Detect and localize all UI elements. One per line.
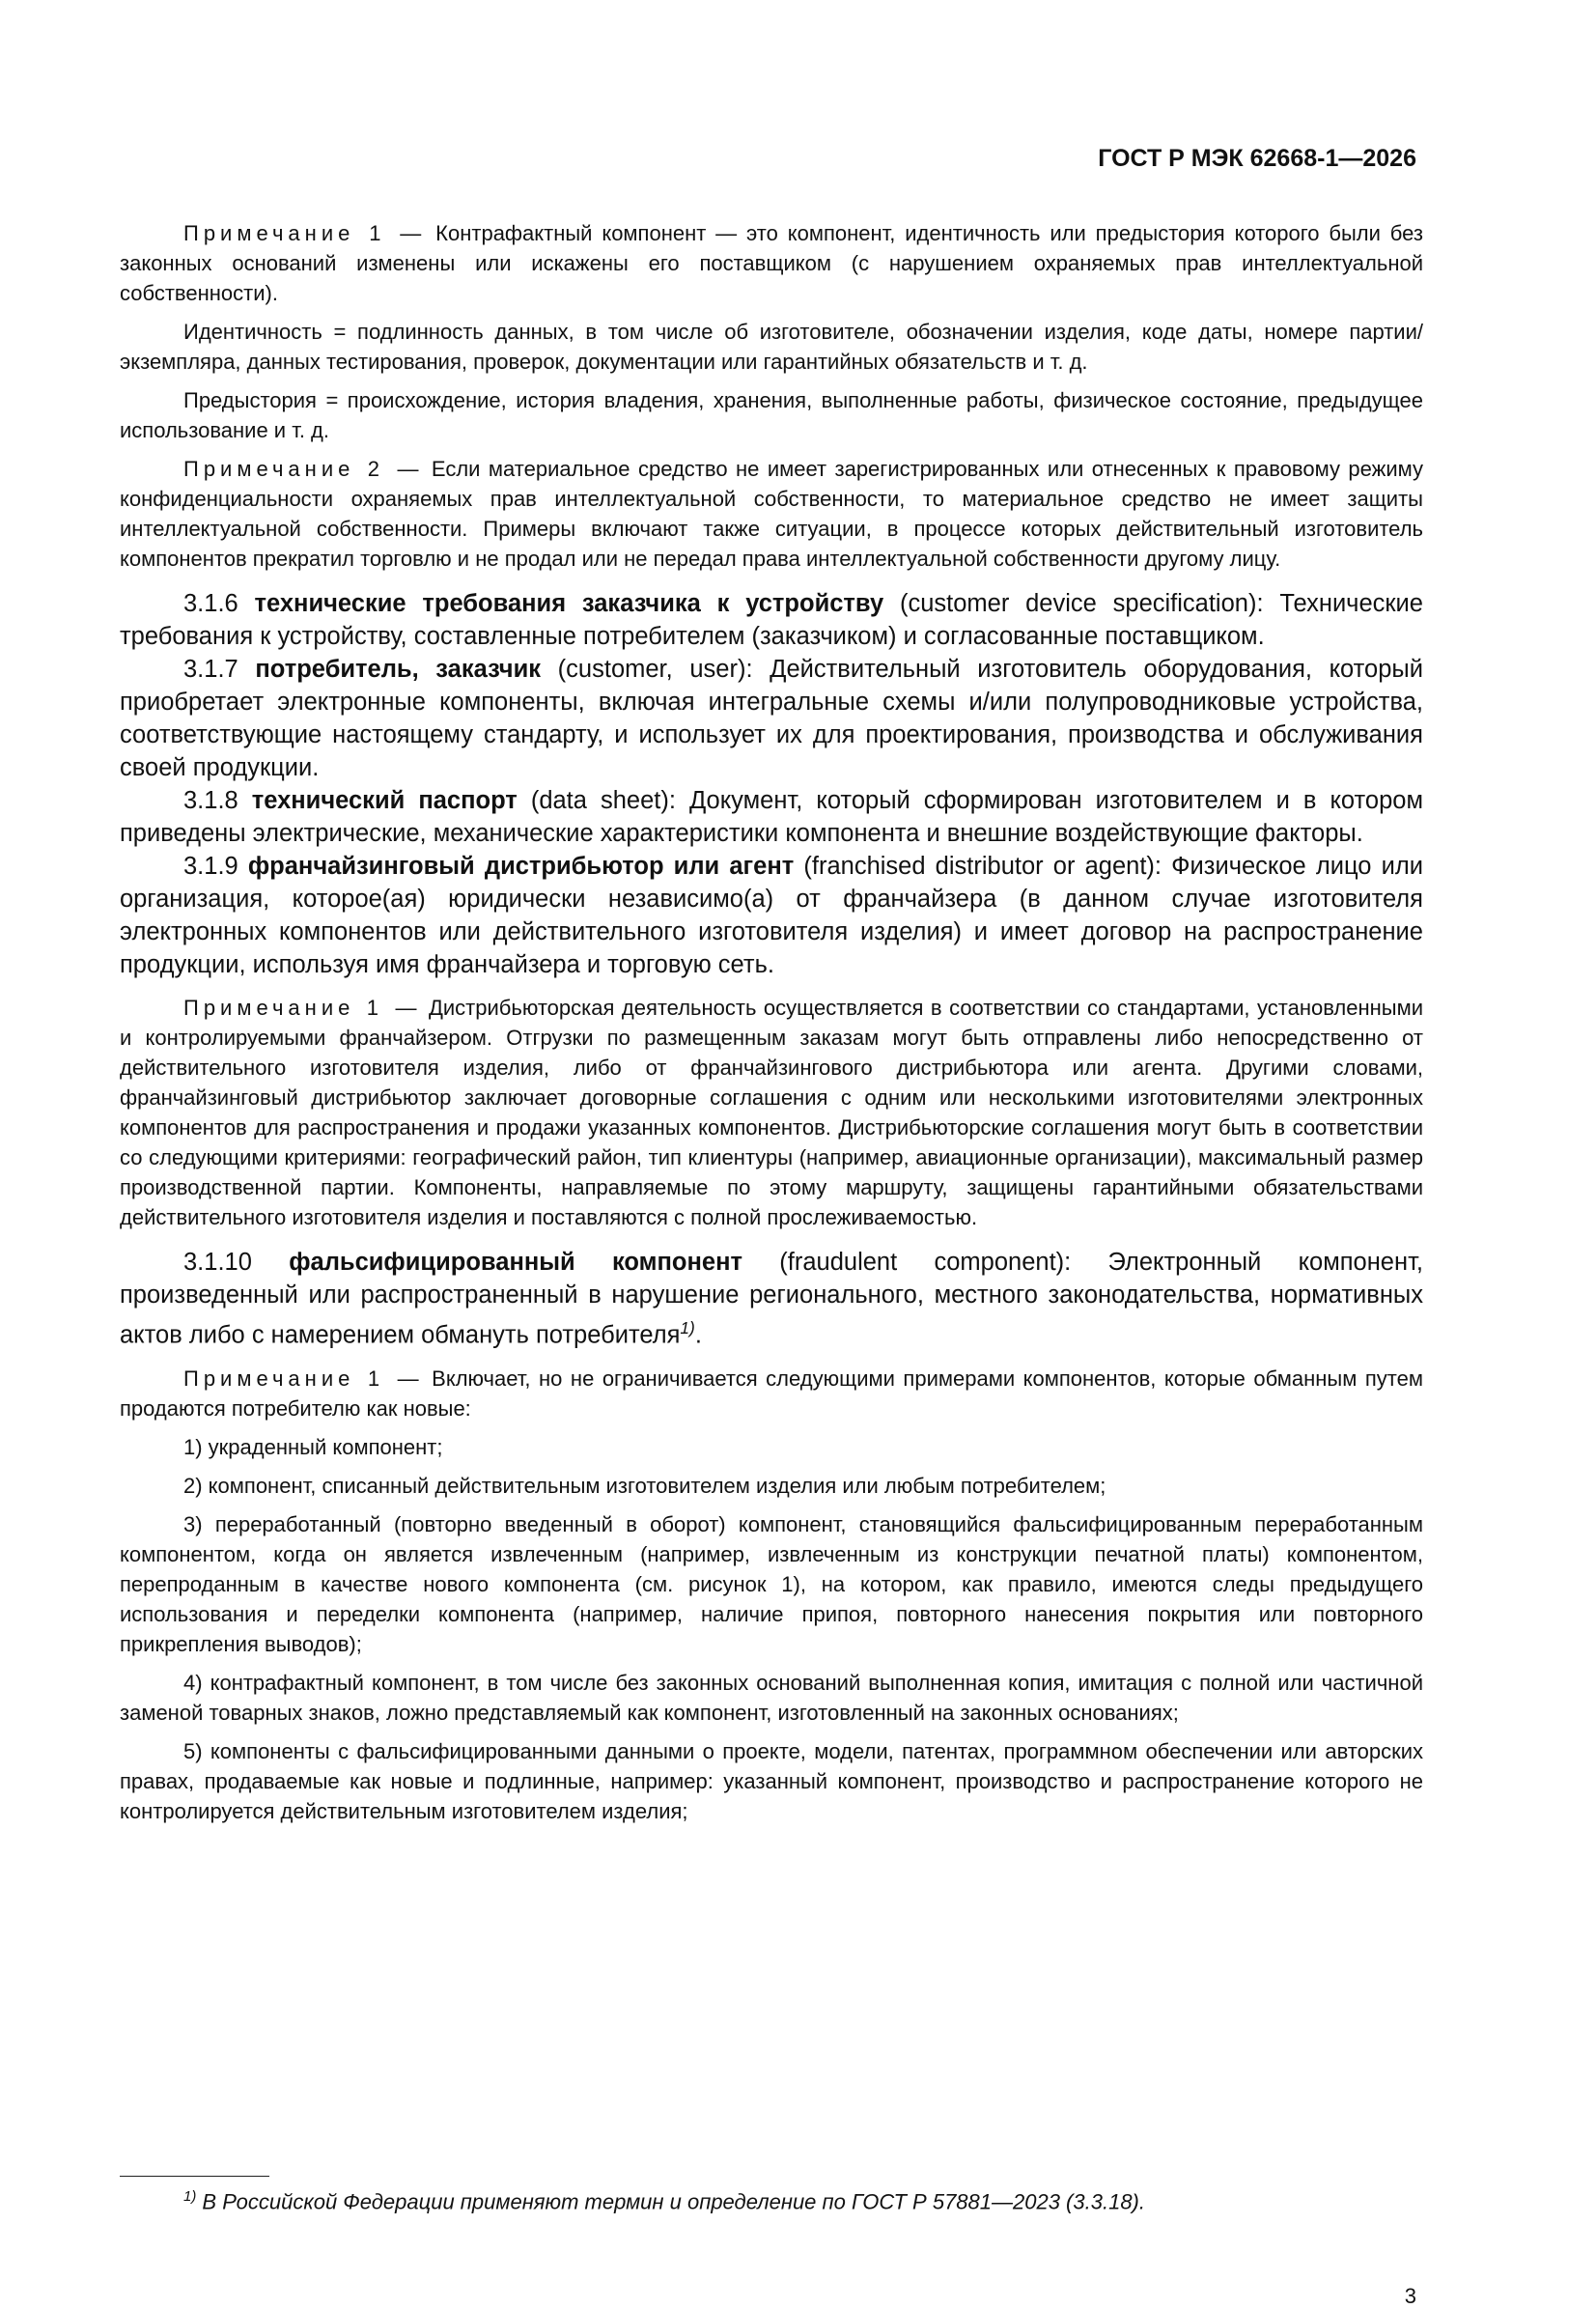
term-3-1-7	[120, 653, 1423, 784]
document-designation: ГОСТ Р МЭК 62668-1—2026	[1098, 145, 1416, 172]
note-text: Включает, но не ограничивается следующими примерами компонентов, которые обманным путем продаются потребителю как новые:	[120, 1366, 1423, 1421]
identity-definition: Идентичность = подлинность данных, в том числе об изготовителе, обозначении изделия, коде даты, номере партии/экземпляра, данных тестирования, проверок, документации или гарантийных обязательств и т. д.	[120, 320, 1423, 374]
footnote-text: В Российской Федерации применяют термин и определение по ГОСТ Р 57881—2023 (3.3.18).	[196, 2189, 1145, 2214]
term-definition: (customer, user): Действительный изготовитель оборудования, который приобретает электронные компоненты, включая интегральные схемы и/или полупроводниковые устройства, соответствующие настоящему стандарту, и использует их для проектирования, производства и обслуживания своей продукции.	[120, 656, 1423, 781]
term-title: технические требования заказчика к устройству	[254, 590, 884, 617]
list-item: 4) контрафактный компонент, в том числе без законных оснований выполненная копия, имитация с полной или частичной заменой товарных знаков, ложно представляемый как компонент, изготовленный на законных основаниях;	[120, 1670, 1423, 1725]
term-3-1-8	[120, 784, 1423, 850]
term-definition: (fraudulent component): Электронный компонент, произведенный или распространенный в нарушение регионального, местного законодательства, нормативных актов либо с намерением обмануть потребителя	[120, 1249, 1424, 1349]
list-item: 3) переработанный (повторно введенный в оборот) компонент, становящийся фальсифицированным переработанным компонентом, когда он является извлеченным (например, извлеченным из конструкции печатной платы) компонентом, перепроданным в качестве нового компонента (см. рисунок 1), на котором, как правило, имеются следы предыдущего использования и переделки компонента (например, наличие припоя, повторного нанесения покрытия или повторного прикрепления выводов);	[120, 1511, 1423, 1656]
term-title: фальсифицированный компонент	[289, 1249, 742, 1276]
term-number: 3.1.10	[183, 1249, 290, 1276]
footnote-ref[interactable]: 1)	[680, 1318, 695, 1338]
note-label: Примечание 2 —	[183, 457, 424, 481]
note-text: Дистрибьюторская деятельность осуществляется в соответствии со стандартами, установленными и контролируемыми франчайзером. Отгрузки по размещенным заказам могут быть отправлены либо непосредственно от действительного изготовителя изделия, либо от франчайзингового дистрибьютора или агента. Другими словами, франчайзинговый дистрибьютор заключает договорные соглашения с одним или несколькими изготовителями электронных компонентов для распространения и продажи указанных компонентов. Дистрибьюторские соглашения могут быть в соответствии со следующими критериями: географический район, тип клиентуры (например, авиационные организации), максимальный размер производственной партии. Компоненты, направляемые по этому маршруту, защищены гарантийными обязательствами действительного изготовителя изделия и поставляются с полной прослеживаемостью.	[120, 996, 1423, 1229]
history-definition: Предыстория = происхождение, история владения, хранения, выполненные работы, физическое состояние, предыдущее использование и т. д.	[120, 388, 1423, 442]
list-item: 1) украденный компонент;	[183, 1434, 443, 1459]
footnote-separator	[120, 2176, 269, 2177]
term-definition: (customer device specification): Технические требования к устройству, составленные потребителем (заказчиком) и согласованные поставщиком.	[120, 590, 1423, 650]
term-title: технический паспорт	[251, 787, 518, 814]
term-number: 3.1.6	[183, 590, 255, 617]
term-definition: (franchised distributor or agent): Физическое лицо или организация, которое(ая) юридически независимо(а) от франчайзера (в данном случае изготовителя электронных компонентов или действительного изготовителя изделия) и имеет договор на распространение продукции, используя имя франчайзера и торговую сеть.	[120, 853, 1423, 978]
note-counterfeit-component	[120, 218, 1423, 308]
note-label: Примечание 1 —	[183, 221, 427, 245]
term-3-1-9	[120, 850, 1423, 981]
note-text: Контрафактный компонент — это компонент, идентичность или предыстория которого были без законных оснований изменены или искажены его поставщиком (с нарушением охраняемых прав интеллектуальной собственности).	[120, 221, 1423, 305]
term-number: 3.1.8	[183, 787, 252, 814]
term-definition: (data sheet): Документ, который сформирован изготовителем и в котором приведены электрические, механические характеристики компонента и внешние воздействующие факторы.	[120, 787, 1423, 847]
note-intellectual-property	[120, 454, 1423, 574]
note-fraudulent-examples	[120, 1364, 1423, 1423]
list-item: 2) компонент, списанный действительным изготовителем изделия или любым потребителем;	[183, 1473, 1106, 1498]
term-number: 3.1.7	[183, 656, 256, 683]
note-label: Примечание 1 —	[183, 1366, 424, 1391]
note-distribution	[120, 993, 1423, 1232]
note-label: Примечание 1 —	[183, 996, 422, 1020]
footnote	[183, 2188, 1145, 2214]
page-number: 3	[1404, 2284, 1416, 2308]
term-title: франчайзинговый дистрибьютор или агент	[247, 853, 795, 880]
footnote-mark: 1)	[183, 2188, 197, 2205]
list-item: 5) компоненты с фальсифицированными данными о проекте, модели, патентах, программном обеспечении или авторских правах, продаваемые как новые и подлинные, например: указанный компонент, производство и распространение которого не контролируется действительным изготовителем изделия;	[120, 1738, 1423, 1823]
term-3-1-6	[120, 587, 1423, 653]
document-body	[120, 218, 1423, 1835]
note-text: Если материальное средство не имеет зарегистрированных или отнесенных к правовому режиму конфиденциальности охраняемых прав интеллектуальной собственности, то материальное средство не имеет защиты интеллектуальной собственности. Примеры включают также ситуации, в процессе которых действительный изготовитель компонентов прекратил торговлю и не продал или не передал права интеллектуальной собственности другому лицу.	[120, 457, 1423, 571]
term-3-1-10	[120, 1246, 1423, 1352]
term-title: потребитель, заказчик	[255, 656, 542, 683]
term-number: 3.1.9	[183, 853, 248, 880]
term-definition-end: .	[694, 1321, 702, 1349]
